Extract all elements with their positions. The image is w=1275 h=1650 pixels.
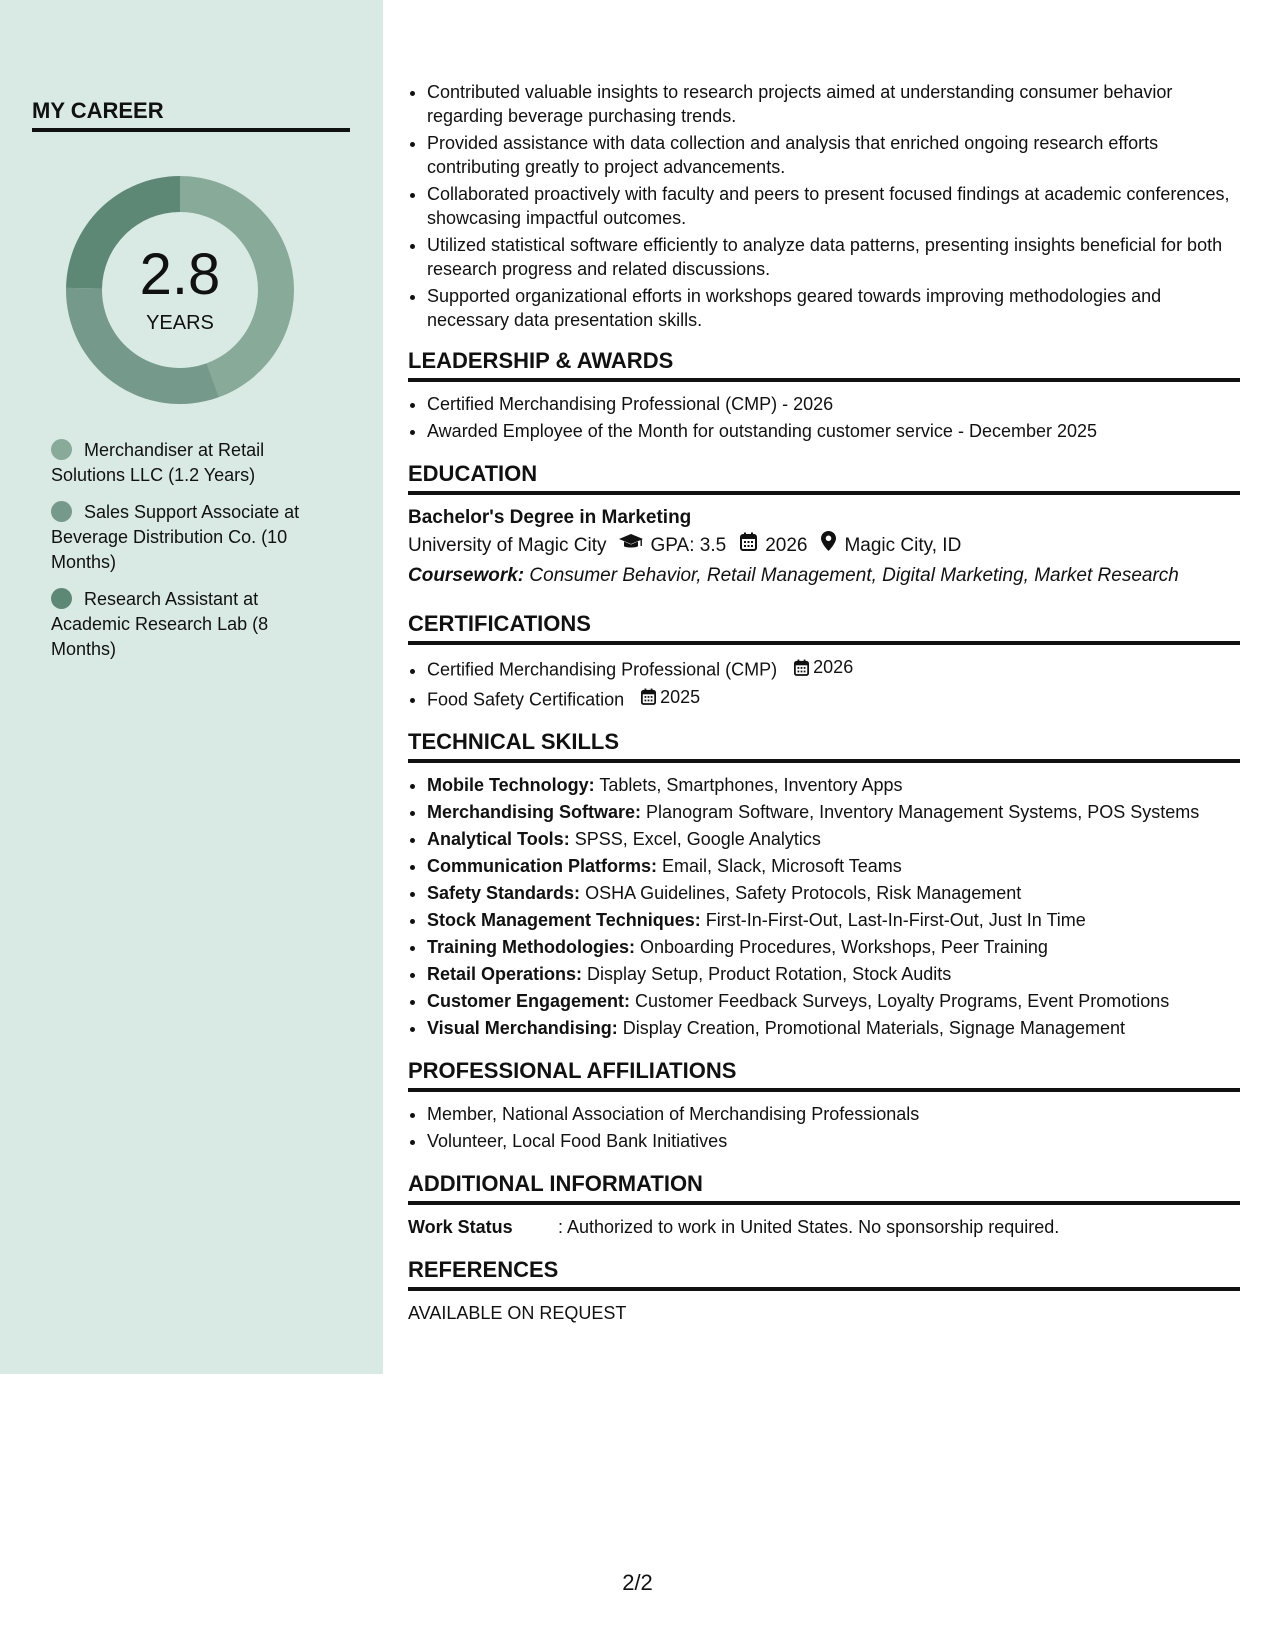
calendar-icon: [740, 531, 757, 561]
skill-value: SPSS, Excel, Google Analytics: [574, 829, 821, 849]
cert-year: 2025: [660, 686, 701, 707]
certifications-section: [408, 611, 1240, 711]
list-item: [427, 854, 1240, 878]
section-title: LEADERSHIP & AWARDS: [408, 348, 1240, 382]
legend-dot: [51, 439, 72, 460]
graduation-year: 2026: [765, 535, 808, 556]
skill-value: Onboarding Procedures, Workshops, Peer Training: [640, 937, 1048, 957]
skill-value: Customer Feedback Surveys, Loyalty Programs, Event Promotions: [635, 991, 1170, 1011]
career-heading: MY CAREER: [32, 98, 350, 132]
work-status-label: Work Status: [408, 1217, 513, 1237]
legend-dot: [51, 588, 72, 609]
skill-value: Display Setup, Product Rotation, Stock Audits: [587, 964, 952, 984]
experience-bullets: [408, 80, 1240, 332]
gpa: GPA: 3.5: [650, 535, 727, 556]
legend-item: [51, 587, 321, 662]
list-item: [427, 962, 1240, 986]
skill-label: Training Methodologies:: [427, 937, 635, 957]
legend-item: [51, 438, 321, 488]
coursework-label: Coursework:: [408, 565, 525, 586]
career-total-unit: YEARS: [146, 312, 214, 334]
list-item: [427, 773, 1240, 797]
cert-name: Food Safety Certification: [427, 689, 625, 709]
school-name: University of Magic City: [408, 535, 607, 556]
list-item: • Provided assistance with data collection and analysis that enriched ongoing research efforts contributing greatly to project advancements.: [427, 131, 1240, 179]
additional-info-section: [408, 1171, 1240, 1239]
skill-label: Safety Standards:: [427, 883, 581, 903]
skill-label: Retail Operations:: [427, 964, 583, 984]
section-title: REFERENCES: [408, 1257, 1240, 1291]
list-item: • Contributed valuable insights to research projects aimed at understanding consumer behavior regarding beverage purchasing trends.: [427, 80, 1240, 128]
legend-label: Merchandiser at Retail Solutions LLC (1.2 Years): [51, 440, 265, 485]
career-donut-chart: [66, 176, 294, 404]
list-item: [427, 1016, 1240, 1040]
school-location: Magic City, ID: [844, 535, 962, 556]
references-text: AVAILABLE ON REQUEST: [408, 1303, 627, 1323]
skill-label: Visual Merchandising:: [427, 1018, 618, 1038]
sidebar: [0, 0, 383, 1374]
skill-value: Tablets, Smartphones, Inventory Apps: [599, 775, 903, 795]
skill-value: Display Creation, Promotional Materials, Signage Management: [622, 1018, 1125, 1038]
list-item: • Member, National Association of Merchandising Professionals: [427, 1102, 1240, 1126]
legend-label: Sales Support Associate at Beverage Distribution Co. (10 Months): [51, 502, 300, 572]
skill-value: First-In-First-Out, Last-In-First-Out, Just In Time: [705, 910, 1086, 930]
education-section: [408, 461, 1240, 591]
affiliations-section: [408, 1058, 1240, 1153]
career-legend: [51, 438, 321, 674]
list-item: [427, 655, 1240, 682]
work-status-value: : Authorized to work in United States. No sponsorship required.: [558, 1217, 1060, 1237]
section-title: CERTIFICATIONS: [408, 611, 1240, 645]
list-item: [427, 989, 1240, 1013]
section-title: EDUCATION: [408, 461, 1240, 495]
list-item: [427, 800, 1240, 824]
list-item: [427, 685, 1240, 712]
calendar-icon: [641, 688, 656, 705]
list-item: • Awarded Employee of the Month for outstanding customer service - December 2025: [427, 419, 1240, 443]
section-title: PROFESSIONAL AFFILIATIONS: [408, 1058, 1240, 1092]
skill-label: Mobile Technology:: [427, 775, 595, 795]
skill-label: Analytical Tools:: [427, 829, 570, 849]
section-title: TECHNICAL SKILLS: [408, 729, 1240, 763]
cert-name: Certified Merchandising Professional (CMP): [427, 659, 778, 680]
coursework-list: Consumer Behavior, Retail Management, Digital Marketing, Market Research: [529, 565, 1179, 586]
list-item: [427, 908, 1240, 932]
coursework: [408, 561, 1240, 591]
skill-label: Merchandising Software:: [427, 802, 642, 822]
page-number: 2/2: [622, 1570, 653, 1595]
skill-value: Planogram Software, Inventory Management Systems, POS Systems: [646, 802, 1200, 822]
section-title: ADDITIONAL INFORMATION: [408, 1171, 1240, 1205]
list-item: • Collaborated proactively with faculty and peers to present focused findings at academic conferences, showcasing impactful outcomes.: [427, 182, 1240, 230]
skills-section: [408, 729, 1240, 1040]
list-item: • Certified Merchandising Professional (CMP) - 2026: [427, 392, 1240, 416]
career-total-value: 2.8: [139, 242, 221, 307]
degree-title: Bachelor's Degree in Marketing: [408, 507, 692, 528]
references-section: [408, 1257, 1240, 1325]
skill-value: Email, Slack, Microsoft Teams: [662, 856, 902, 876]
leadership-section: [408, 348, 1240, 443]
list-item: [427, 827, 1240, 851]
list-item: • Supported organizational efforts in workshops geared towards improving methodologies and necessary data presentation skills.: [427, 284, 1240, 332]
skill-value: OSHA Guidelines, Safety Protocols, Risk Management: [585, 883, 1022, 903]
list-item: • Volunteer, Local Food Bank Initiatives: [427, 1129, 1240, 1153]
calendar-icon: [794, 659, 809, 676]
list-item: [427, 881, 1240, 905]
location-pin-icon: [821, 531, 836, 561]
list-item: • Utilized statistical software efficiently to analyze data patterns, presenting insights beneficial for both research progress and related discussions.: [427, 233, 1240, 281]
legend-item: [51, 500, 321, 575]
skill-label: Customer Engagement:: [427, 991, 631, 1011]
education-details: [408, 531, 1240, 561]
legend-dot: [51, 501, 72, 522]
skill-label: Stock Management Techniques:: [427, 910, 701, 930]
skill-label: Communication Platforms:: [427, 856, 658, 876]
list-item: [427, 935, 1240, 959]
work-status-row: [408, 1215, 1240, 1239]
graduation-cap-icon: [619, 531, 643, 561]
cert-year: 2026: [813, 657, 854, 677]
main-content: [408, 80, 1240, 1325]
legend-label: Research Assistant at Academic Research Lab (8 Months): [51, 589, 269, 659]
